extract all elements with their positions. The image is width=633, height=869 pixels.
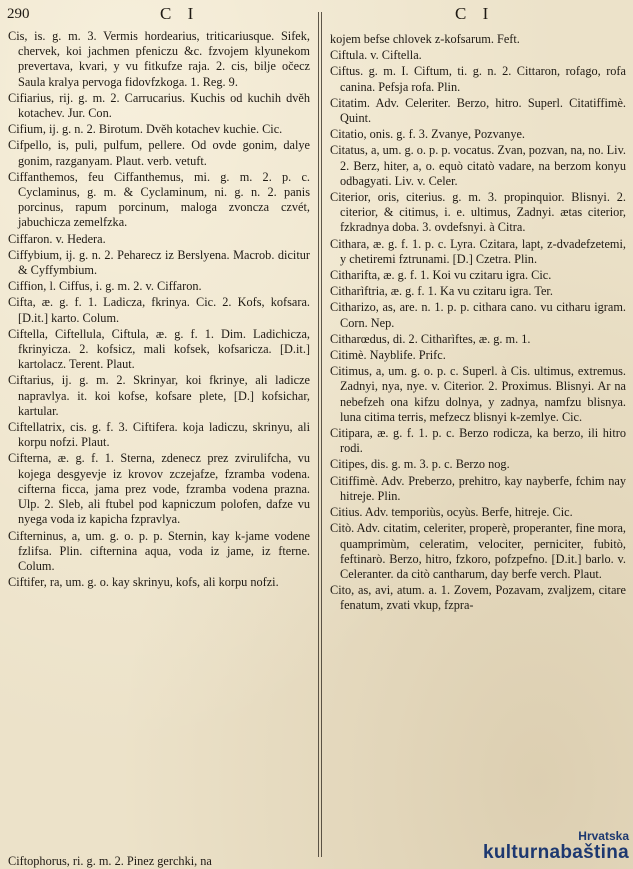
page-number: 290 (7, 6, 30, 22)
left-column (8, 29, 310, 591)
dictionary-entry: kojem befse chlovek z-kofsarum. Feft. (330, 32, 520, 46)
dictionary-entry: Citipes, dis. g. m. 3. p. c. Berzo nog. (330, 457, 510, 472)
right-column (330, 32, 626, 615)
dictionary-entry: Cis, is. g. m. 3. Vermis hordearius, triticariusque. Sifek, chervek, koi jachmen pfeniczu &c. fzvojem klyunekom prevertava, kvari, y vu fitkufze raja. 2. cis, bilje očecz Saula kralya pervoga fidovfzkoga. 1. Reg. 9. (8, 29, 310, 89)
dictionary-entry: Citius. Adv. temporiùs, ocyùs. Berfe, hitreje. Cic. (330, 505, 573, 520)
dictionary-entry: Citharizo, as, are. n. 1. p. p. cithara cano. vu citharu igram. Corn. Nep. (330, 300, 626, 330)
dictionary-entry: Ciffaron. v. Hedera. (8, 231, 106, 246)
dictionary-entry: Cifta, æ. g. f. 1. Ladicza, fkrinya. Cic. 2. Kofs, kofsara. [D.it.] karto. Colum. (8, 295, 310, 325)
dictionary-entry: Citimus, a, um. g. o. p. c. Superl. à Cis. ultimus, extremus. Zadnyi, nya, nye. v. Citerior. 2. Proximus. Blisnyi. Ar na nebefzeh ona kifzu dolnya, y zadnya, namfzu blisnya. luna citima terris, mefzecz blisnyi k-zemlye. Cic. (330, 364, 626, 424)
hrvatska-kulturna-bastina-watermark (483, 826, 629, 866)
dictionary-entry: Citatio, onis. g. f. 3. Zvanye, Pozvanye. (330, 127, 526, 142)
dictionary-entry: Citharifta, æ. g. f. 1. Koi vu czitaru igra. Cic. (330, 268, 552, 283)
dictionary-entry: Citatus, a, um. g. o. p. p. vocatus. Zvan, pozvan, na, no. Liv. 2. Berz, hiter, a, o. equò citatò vadare, na berzom konyu odbagyati. Liv. v. Celer. (330, 143, 626, 188)
column-divider-rule (318, 12, 319, 857)
watermark-line-2: kulturnabaština (483, 842, 629, 863)
running-head-left: C I (160, 4, 200, 23)
dictionary-entry: Citimè. Nayblife. Prifc. (330, 348, 446, 363)
dictionary-entry: Ciftus. g. m. I. Ciftum, ti. g. n. 2. Cittaron, rofago, rofa canina. Pefsja rofa. Plin. (330, 64, 626, 94)
dictionary-entry: Citò. Adv. citatim, celeriter, properè, properanter, fine mora, quamprimùm, celeratim, velociter, perniciter, fubitò, feftinarò. Berzo, hitro, fzkoro, pofzpefno. [D.it.] barlo. v. Celeranter. da citò cantharum, day berfe verch. Plaut. (330, 521, 626, 581)
dictionary-entry: Cifterninus, a, um. g. o. p. p. Sternin, kay k-jame vodene fzlifsa. Plin. cifternina aqua, voda iz jame, iz fterne. Colum. (8, 528, 310, 573)
left-column-last-line: Ciftophorus, ri. g. m. 2. Pinez gerchki, na (8, 854, 212, 868)
dictionary-entry: Ciftula. v. Ciftella. (330, 48, 422, 63)
dictionary-entry: Ciftella, Ciftellula, Ciftula, æ. g. f. 1. Dim. Ladichicza, fkrinyicza. 2. kofsicz, mali kofsek, kofsaricza. [D.it.] kartolacz. Terent. Plaut. (8, 326, 310, 372)
dictionary-entry: Citharìftria, æ. g. f. 1. Ka vu czitaru igra. Ter. (330, 284, 553, 299)
dictionary-entry: Ciftellatrix, cis. g. f. 3. Ciftifera. koja ladiczu, skrinyu, ali korpu nofzi. Plaut. (8, 420, 310, 450)
dictionary-entry: Citiffimè. Adv. Preberzo, prehitro, kay nayberfe, fchim nay hitreje. Plin. (330, 473, 626, 503)
dictionary-entry: Citipara, æ. g. f. 1. p. c. Berzo rodicza, ka berzo, ili hitro rodi. (330, 426, 626, 456)
dictionary-entry: Ciffanthemos, feu Ciffanthemus, mi. g. m. 2. p. c. Cyclaminus, g. m. & Cyclaminum, ni. g. n. 2. panis porcinus, rapum porcinum, maloga zvoncza czvét, jabuchicza zemelfzka. (8, 169, 310, 230)
column-divider-rule (321, 12, 322, 857)
dictionary-entry: Ciffybium, ij. g. n. 2. Peharecz iz Berslyena. Macrob. dicitur & Cyffymbium. (8, 247, 310, 278)
dictionary-entry: Cifterna, æ. g. f. 1. Sterna, zdenecz prez zvirulifcha, vu kojega desgyevje iz krovov zczejafze, fzramba vodena. cifterna ficca, jama prez vode, fzramba vodena prazna. Ulp. 2. Sleb, ali ftubel pod kapniczum polofen, dafze vu nyega voda iz kapicha fzpravlya. (8, 451, 310, 527)
running-head-right: C I (455, 4, 495, 23)
dictionary-entry: Cifium, ij. g. n. 2. Birotum. Dvěh kotachev kuchie. Cic. (8, 122, 283, 137)
dictionary-entry: Cifiarius, rij. g. m. 2. Carrucarius. Kuchis od kuchih dvěh kotachev. Jur. Con. (8, 90, 310, 121)
dictionary-entry: Citatim. Adv. Celeriter. Berzo, hitro. Superl. Citatiffimè. Quint. (330, 95, 626, 126)
dictionary-entry: Ciffion, l. Ciffus, i. g. m. 2. v. Ciffaron. (8, 279, 202, 294)
dictionary-entry: Citharœdus, di. 2. Citharìftes, æ. g. m. 1. (330, 331, 531, 346)
dictionary-entry: Ciftarius, ij. g. m. 2. Skrinyar, koi fkrinye, ali ladicze napravlya. it. koi kofse, kofsare plete, [D.] kofsichar, kartular. (8, 373, 310, 418)
dictionary-entry: Ciftifer, ra, um. g. o. kay skrinyu, kofs, ali korpu nofzi. (8, 575, 279, 590)
dictionary-entry: Cithara, æ. g. f. 1. p. c. Lyra. Czitara, lapt, z-dvadefzetemi, y chetiremi fztrunami. [D.] Czetra. Plin. (330, 236, 626, 266)
dictionary-entry: Cito, as, avi, atum. a. 1. Zovem, Pozavam, zvaljzem, citare fenatum, zvati vkup, fzpra- (330, 583, 626, 613)
dictionary-entry: Citerior, oris, citerius. g. m. 3. propinquior. Blisnyi. 2. citerior, & citimus, i. e. ultimus, Zadnyi. ætas citerior, fzkradnya doba. 3. ovdefsnyi. à Citra. (330, 190, 626, 235)
watermark-line-1: Hrvatska (578, 829, 629, 843)
dictionary-entry: Cifpello, is, puli, pulfum, pellere. Od ovde gonim, dalye gonim, razganyam. Plaut. verb. vetuft. (8, 138, 310, 168)
